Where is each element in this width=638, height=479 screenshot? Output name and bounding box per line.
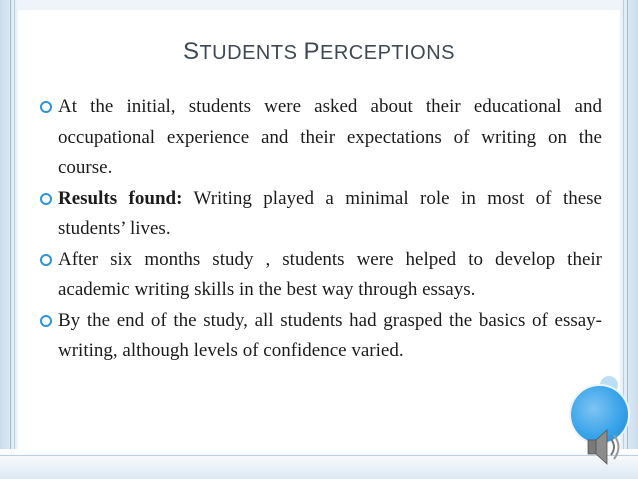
bullet-item xyxy=(40,92,602,184)
bottom-frame-border xyxy=(0,449,638,479)
left-frame-border xyxy=(0,0,18,479)
bullet-bold-label: Results found: xyxy=(58,187,183,209)
title-word-2: ERCEPTIONS xyxy=(320,42,456,64)
title-cap-1: S xyxy=(182,38,200,65)
bullet-item xyxy=(40,245,602,306)
bullet-text: By the end of the study, all students had grasped the basics of essay-writing, although levels of confidence varied. xyxy=(58,309,602,361)
bullet-item xyxy=(40,306,602,367)
bullet-circle-icon xyxy=(40,315,52,327)
bullet-text: At the initial, students were asked about their educational and occupational experience and their expectations of writing on the course. xyxy=(58,96,602,178)
title-word-1: TUDENTS xyxy=(199,42,298,64)
bullet-text: After six months study , students were helped to develop their academic writing skills in the best way through essays. xyxy=(58,248,602,300)
bullet-circle-icon xyxy=(40,101,52,113)
top-frame-border xyxy=(18,0,620,10)
slide-title xyxy=(0,38,638,66)
speaker-icon[interactable] xyxy=(585,425,625,469)
bullet-item xyxy=(40,184,602,245)
bullet-circle-icon xyxy=(40,193,52,205)
bullet-list xyxy=(40,92,602,367)
title-cap-2: P xyxy=(303,38,320,65)
bullet-text: Writing played a minimal role in most of these students’ lives. xyxy=(58,187,602,239)
bullet-circle-icon xyxy=(40,254,52,266)
